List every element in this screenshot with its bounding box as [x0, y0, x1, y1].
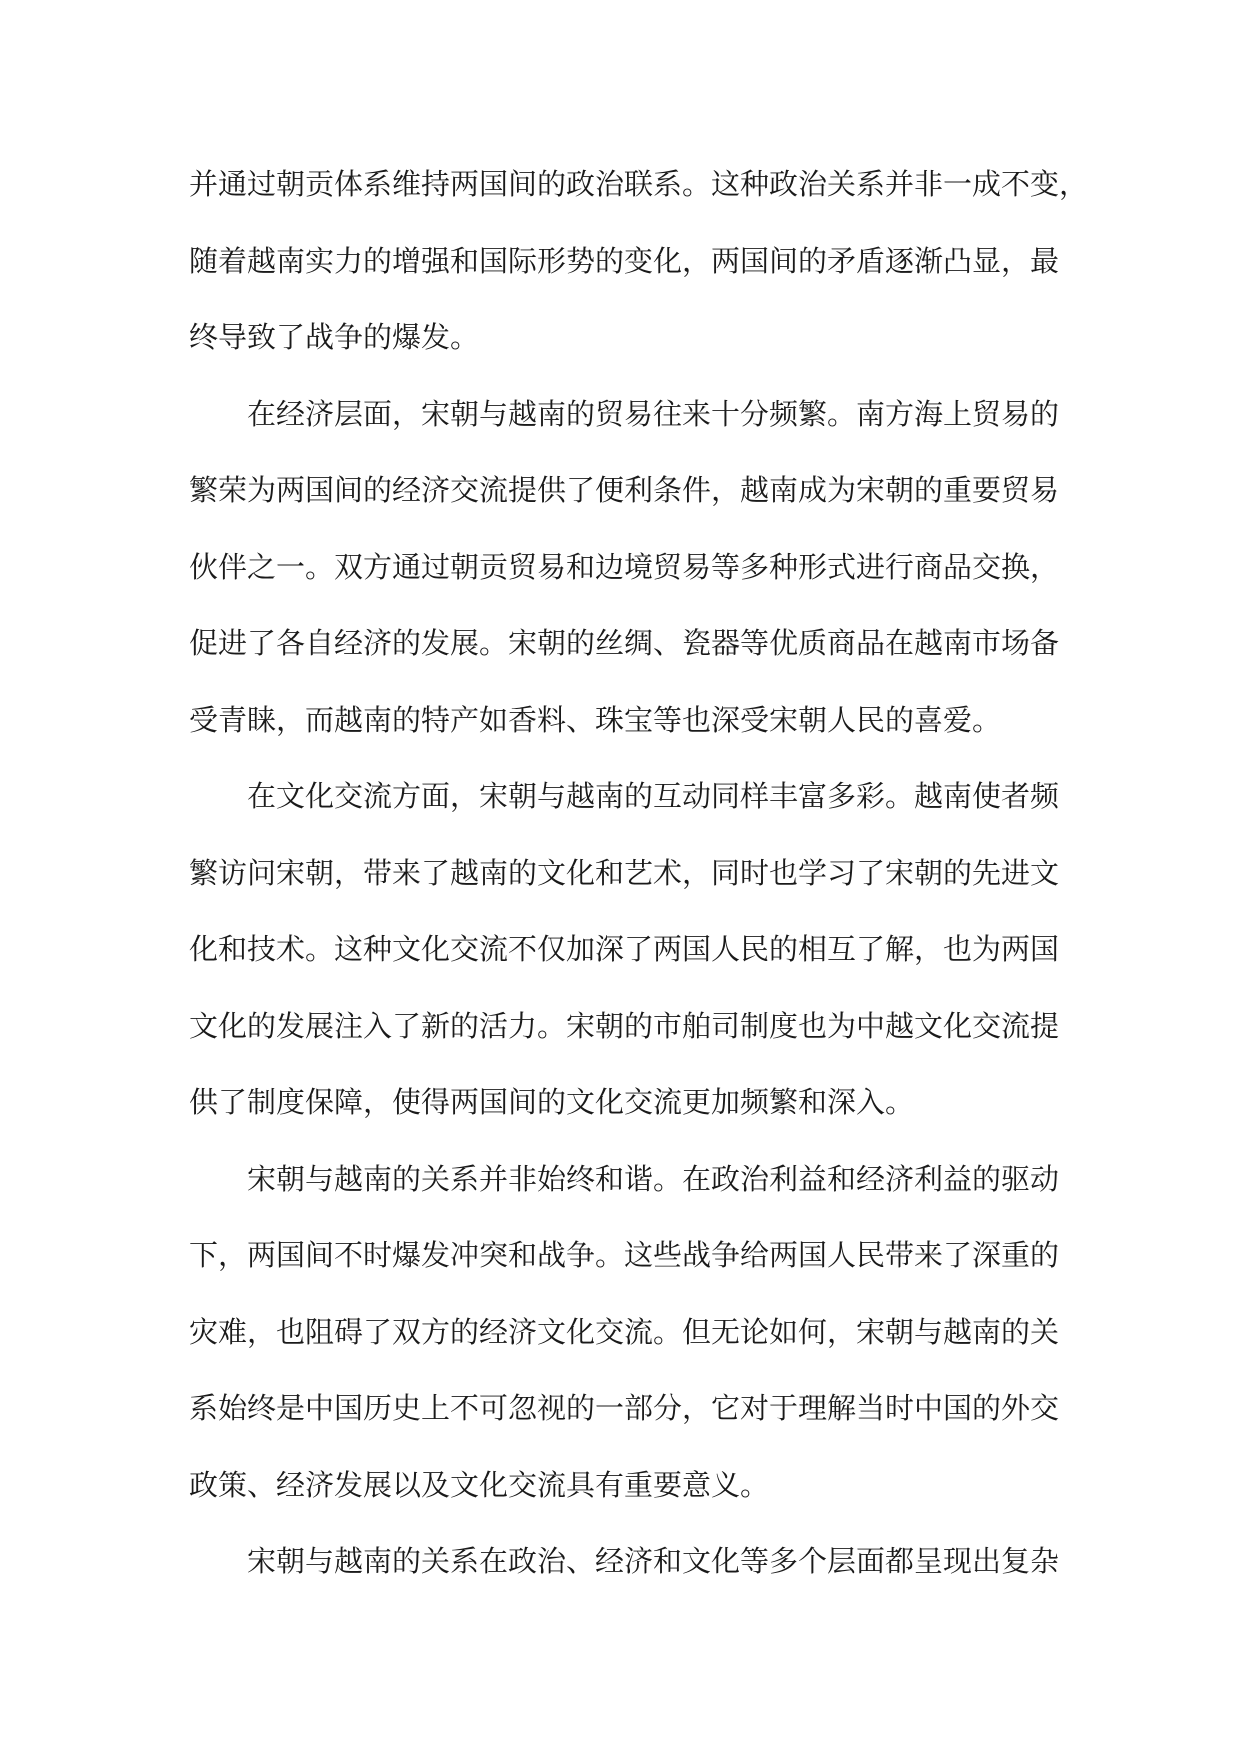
text-line: 终导致了战争的爆发。	[189, 320, 480, 354]
paragraph-start-line: 宋朝与越南的关系在政治、经济和文化等多个层面都呈现出复杂	[247, 1544, 1060, 1578]
text-line: 伙伴之一。双方通过朝贡贸易和边境贸易等多种形式进行商品交换，	[189, 549, 1060, 584]
text-line: 受青睐，而越南的特产如香料、珠宝等也深受宋朝人民的喜爱。	[189, 702, 1002, 737]
paragraph-start-line: 宋朝与越南的关系并非始终和谐。在政治利益和经济利益的驱动	[247, 1161, 1060, 1196]
text-line: 下，两国间不时爆发冲突和战争。这些战争给两国人民带来了深重的	[189, 1238, 1060, 1272]
text-line: 化和技术。这种文化交流不仅加深了两国人民的相互了解，也为两国	[189, 932, 1060, 966]
text-line: 系始终是中国历史上不可忽视的一部分，它对于理解当时中国的外交	[189, 1391, 1060, 1425]
text-line: 文化的发展注入了新的活力。宋朝的市舶司制度也为中越文化交流提	[189, 1008, 1060, 1043]
text-line: 灾难，也阻碍了双方的经济文化交流。但无论如何，宋朝与越南的关	[189, 1314, 1060, 1349]
paragraph-start-line: 在经济层面，宋朝与越南的贸易往来十分频繁。南方海上贸易的	[247, 396, 1060, 431]
paragraph-start-line: 在文化交流方面，宋朝与越南的互动同样丰富多彩。越南使者频	[247, 779, 1060, 813]
text-line: 随着越南实力的增强和国际形势的变化，两国间的矛盾逐渐凸显，最	[189, 243, 1060, 278]
text-line: 供了制度保障，使得两国间的文化交流更加频繁和深入。	[189, 1085, 915, 1119]
text-line: 促进了各自经济的发展。宋朝的丝绸、瓷器等优质商品在越南市场备	[189, 626, 1060, 660]
text-line: 繁访问宋朝，带来了越南的文化和艺术，同时也学习了宋朝的先进文	[189, 855, 1060, 890]
body-text	[189, 146, 1089, 1600]
text-line: 并通过朝贡体系维持两国间的政治联系。这种政治关系并非一成不变，	[189, 167, 1089, 201]
text-line: 繁荣为两国间的经济交流提供了便利条件，越南成为宋朝的重要贸易	[189, 473, 1060, 507]
text-line: 政策、经济发展以及文化交流具有重要意义。	[189, 1467, 770, 1502]
